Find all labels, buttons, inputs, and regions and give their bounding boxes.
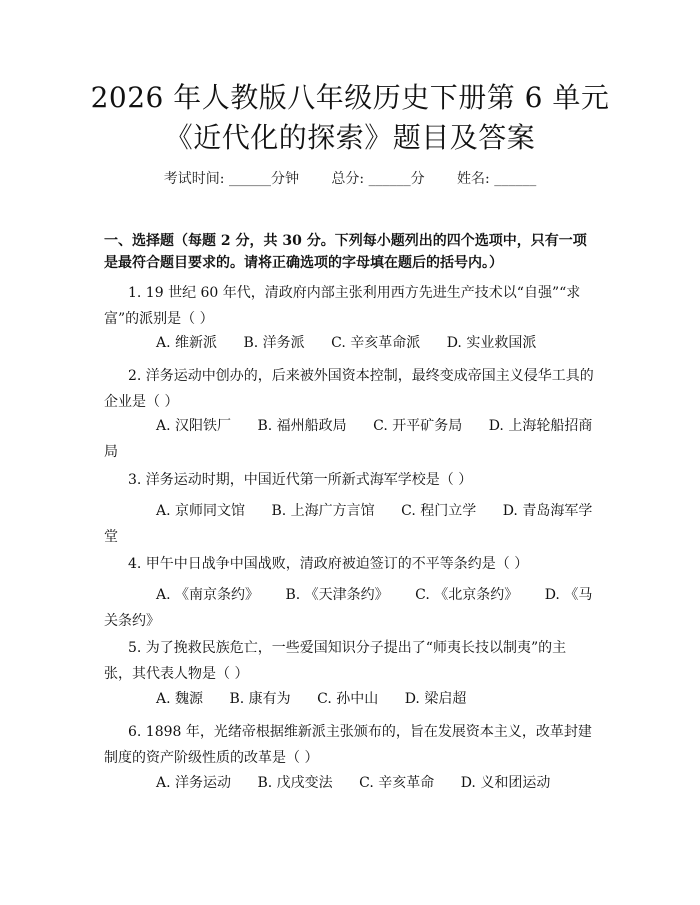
question-options: [104, 413, 594, 465]
option: D. 上海轮船招商局: [104, 418, 593, 460]
option: D. 《马关条约》: [104, 587, 593, 629]
document-title: 2026 年人教版八年级历史下册第 6 单元《近代化的探索》题目及答案: [90, 81, 610, 154]
option: D. 梁启超: [404, 691, 467, 707]
question-stem: 4. 甲午中日战争中国战败，清政府被迫签订的不平等条约是（ ）: [128, 556, 529, 572]
question-options: [104, 330, 594, 356]
question-stem: 6. 1898 年，光绪帝根据维新派主张颁布的，旨在发展资本主义，改革封建制度的资产阶级性质的改革是（ ）: [104, 724, 592, 766]
section-heading: 一、选择题（每题 2 分，共 30 分。下列每小题列出的四个选项中，只有一项是最符合题目要求的。请将正确选项的字母填在题后的括号内。）: [104, 233, 587, 271]
option: B. 上海广方言馆: [271, 503, 375, 519]
option: A. 京师同文馆: [156, 503, 246, 519]
exam-meta: [0, 168, 700, 188]
question-options: [104, 498, 594, 550]
option: C. 程门立学: [401, 503, 477, 519]
option: A. 维新派: [156, 335, 218, 351]
option: C. 辛亥革命: [359, 775, 435, 791]
option: B. 戊戌变法: [257, 775, 333, 791]
question-options: [104, 686, 594, 712]
exam-time-label: 考试时间: ______分钟: [163, 171, 299, 187]
option: A. 魏源: [156, 691, 204, 707]
question-stem: 1. 19 世纪 60 年代，清政府内部主张利用西方先进生产技术以“自强”“求富”的派别是（ ）: [104, 285, 581, 327]
option: C. 孙中山: [317, 691, 379, 707]
question-options: [104, 582, 594, 634]
option: C. 辛亥革命派: [331, 335, 421, 351]
option: A. 汉阳铁厂: [156, 418, 232, 434]
option: D. 青岛海军学堂: [104, 503, 593, 545]
option: C. 《北京条约》: [415, 587, 519, 603]
option: B. 康有为: [229, 691, 291, 707]
option: A. 洋务运动: [156, 775, 232, 791]
option: A. 《南京条约》: [156, 587, 260, 603]
question-stem: 3. 洋务运动时期，中国近代第一所新式海军学校是（ ）: [128, 472, 473, 488]
exam-score-label: 总分: ______分: [331, 171, 425, 187]
question-options: [104, 770, 594, 796]
option: C. 开平矿务局: [373, 418, 463, 434]
exam-name-label: 姓名: ______: [457, 171, 537, 187]
question-stem: 5. 为了挽救民族危亡，一些爱国知识分子提出了“师夷长技以制夷”的主张，其代表人物是（ ）: [104, 640, 567, 682]
option: B. 《天津条约》: [285, 587, 389, 603]
question-stem: 2. 洋务运动中创办的，后来被外国资本控制，最终变成帝国主义侵华工具的企业是（ ）: [104, 368, 594, 410]
option: B. 洋务派: [243, 335, 305, 351]
option: D. 实业救国派: [446, 335, 537, 351]
option: B. 福州船政局: [257, 418, 347, 434]
option: D. 义和团运动: [460, 775, 551, 791]
